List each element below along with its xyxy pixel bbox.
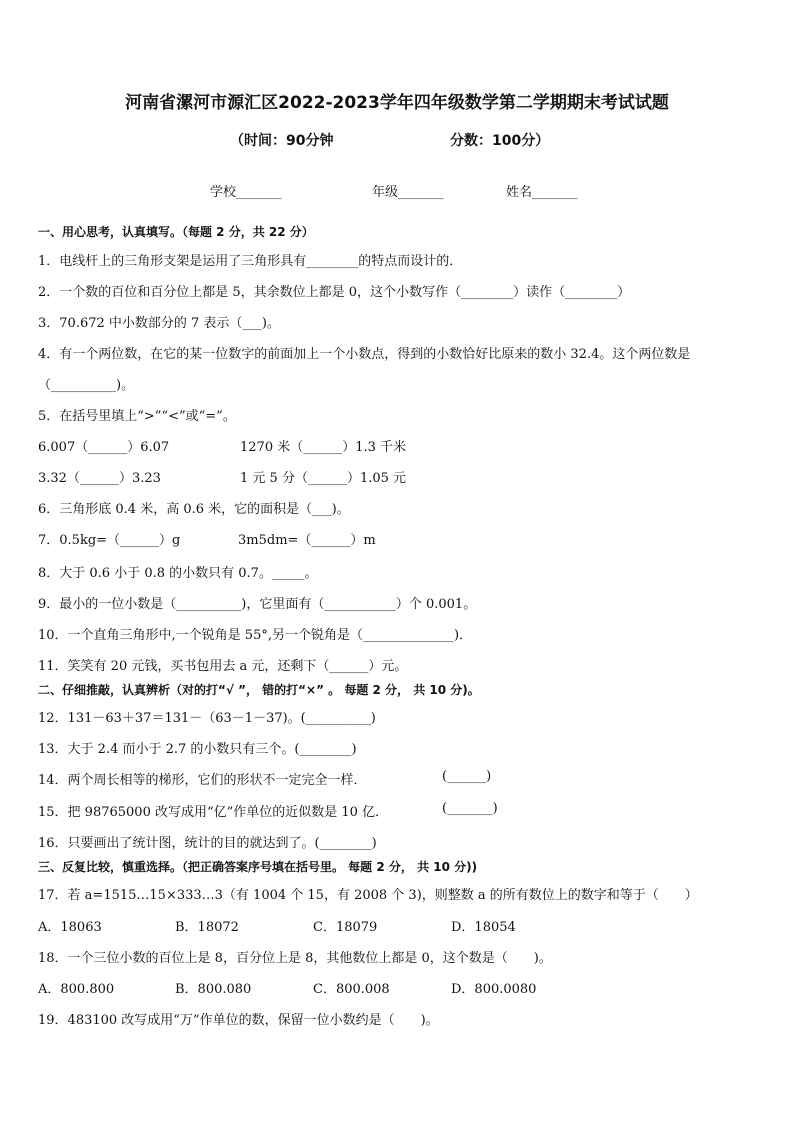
question-17: 17．若 a=1515…15×333…3（有 1004 个 15，有 2008 个 3)，则整数 a 的所有数位上的数字和等于（ ） — [38, 888, 698, 903]
question-5-item: 1 元 5 分（______）1.05 元 — [240, 471, 407, 486]
school-field: 学校_______ — [210, 185, 282, 200]
question-5-item: 3.32（______）3.23 — [38, 471, 161, 486]
question-5-item: 1270 米（______）1.3 千米 — [240, 440, 407, 455]
question-8: 8．大于 0.6 小于 0.8 的小数只有 0.7。_____。 — [38, 566, 318, 581]
question-3: 3．70.672 中小数部分的 7 表示（___)。 — [38, 316, 280, 331]
question-14: 14．两个周长相等的梯形，它们的形状不一定完全一样． — [38, 773, 367, 788]
name-field: 姓名_______ — [506, 185, 578, 200]
section-2-heading: 二、仔细推敲，认真辨析（对的打“√ ”， 错的打“×” 。 每题 2 分， 共 10 分)。 — [38, 683, 480, 697]
option-d: D．800.0080 — [451, 982, 537, 997]
section-1-heading: 一、用心思考，认真填写。（每题 2 分，共 22 分） — [38, 225, 314, 239]
question-11: 11．笑笑有 20 元钱，买书包用去 a 元，还剩下（______）元。 — [38, 659, 408, 674]
question-5: 5．在括号里填上“>”“<”或“=”。 — [38, 409, 236, 424]
question-19: 19．483100 改写成用“万”作单位的数，保留一位小数约是（ )。 — [38, 1013, 439, 1028]
option-b: B．800.080 — [175, 982, 252, 997]
question-16: 16．只要画出了统计图，统计的目的就达到了。(________) — [38, 836, 377, 851]
question-4: 4．有一个两位数，在它的某一位数字的前面加上一个小数点，得到的小数恰好比原来的数小 32.4。这个两位数是 — [38, 347, 691, 362]
question-13: 13．大于 2.4 而小于 2.7 的小数只有三个。(________) — [38, 742, 357, 757]
total-score: 分数：100分） — [450, 133, 550, 149]
section-3-heading: 三、反复比较，慎重选择。（把正确答案序号填在括号里。 每题 2 分， 共 10 分)) — [38, 860, 478, 874]
page-title: 河南省漯河市源汇区2022-2023学年四年级数学第二学期期末考试试题 — [125, 93, 669, 113]
option-a: A．800.800 — [38, 982, 115, 997]
question-10: 10．一个直角三角形中,一个锐角是 55°,另一个锐角是（______________)． — [38, 628, 473, 643]
question-7-item: 3m5dm=（______）m — [238, 533, 376, 548]
question-7-item: 7．0.5kg=（______）g — [38, 533, 181, 548]
option-c: C．800.008 — [313, 982, 390, 997]
time-limit: （时间：90分钟 — [230, 133, 334, 149]
question-5-item: 6.007（______）6.07 — [38, 440, 170, 455]
option-d: D．18054 — [451, 920, 516, 935]
question-9: 9．最小的一位小数是（__________)，它里面有（___________）个 0.001。 — [38, 597, 477, 612]
question-4-answer: （__________)。 — [38, 378, 135, 393]
option-b: B．18072 — [175, 920, 239, 935]
question-15-answer: (_______) — [442, 801, 498, 816]
question-2: 2．一个数的百位和百分位上都是 5，其余数位上都是 0，这个小数写作（________）读作（________） — [38, 285, 631, 300]
question-14-answer: (______) — [442, 769, 492, 784]
grade-field: 年级_______ — [372, 185, 444, 200]
option-a: A．18063 — [38, 920, 102, 935]
question-18: 18．一个三位小数的百位上是 8，百分位上是 8，其他数位上都是 0，这个数是（ )。 — [38, 951, 552, 966]
question-12: 12．131－63＋37＝131－（63－1－37)。(__________) — [38, 711, 376, 726]
question-1: 1．电线杆上的三角形支架是运用了三角形具有________的特点而设计的． — [38, 254, 463, 269]
question-15: 15．把 98765000 改写成用“亿”作单位的近似数是 10 亿． — [38, 805, 389, 820]
option-c: C．18079 — [313, 920, 378, 935]
question-6: 6．三角形底 0.4 米，高 0.6 米，它的面积是（___)。 — [38, 502, 350, 517]
